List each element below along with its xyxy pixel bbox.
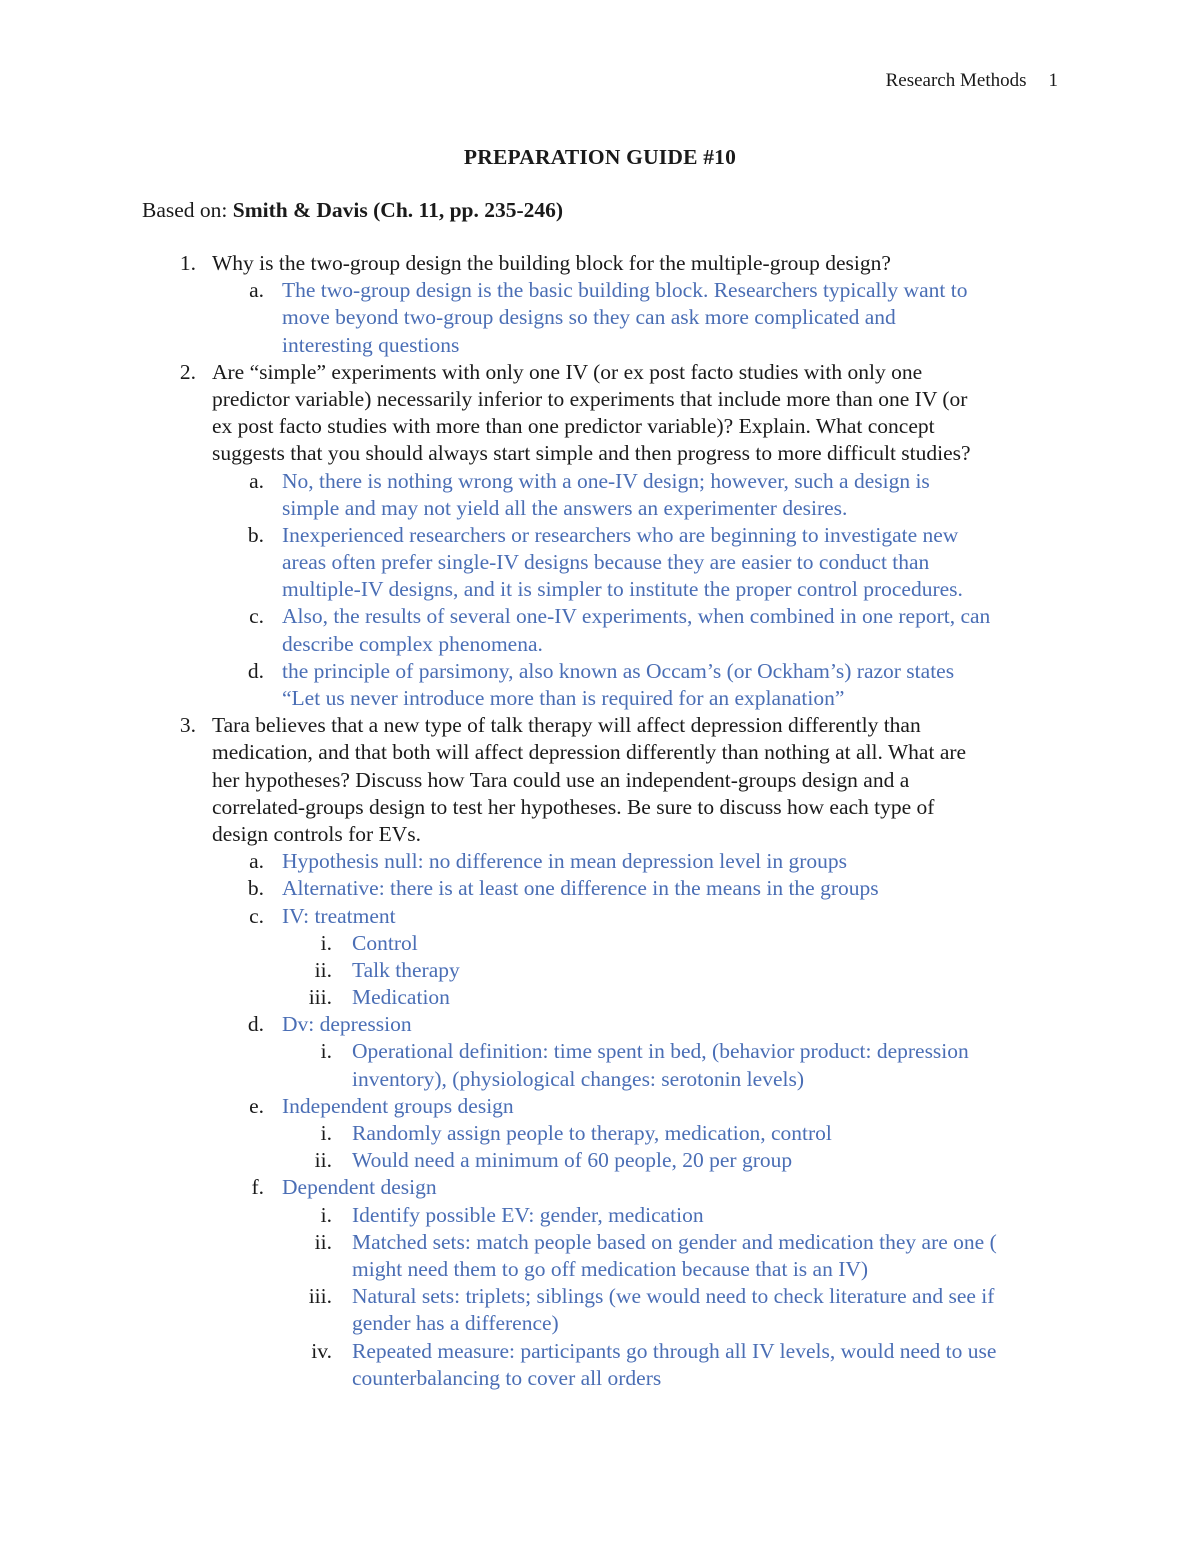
question-line (0, 250, 1200, 277)
line-text: Talk therapy (352, 957, 460, 982)
question-line (0, 413, 1200, 440)
line-text: describe complex phenomena. (282, 631, 543, 656)
line-text: gender has a difference) (352, 1311, 559, 1336)
line-text: Alternative: there is at least one difference in the means in the groups (282, 876, 879, 901)
line-text: Dv: depression (282, 1012, 412, 1037)
question-line (0, 386, 1200, 413)
list-marker: a. (249, 468, 264, 493)
answer-line (0, 495, 1200, 522)
line-text: medication, and that both will affect depression differently than nothing at all. What are (212, 740, 967, 765)
page-number: 1 (1048, 70, 1058, 91)
question-line (0, 794, 1200, 821)
list-marker: i. (320, 1121, 332, 1145)
line-text: might need them to go off medication because that is an IV) (352, 1256, 869, 1281)
line-text: “Let us never introduce more than is required for an explanation” (282, 686, 845, 710)
sub-answer-line (0, 1120, 1200, 1147)
line-text: Randomly assign people to therapy, medication, control (352, 1121, 832, 1145)
answer-line (0, 277, 1200, 304)
list-marker: i. (320, 1039, 332, 1064)
line-text: suggests that you should always start simple and then progress to more difficult studies? (212, 441, 971, 466)
answer-line (0, 848, 1200, 875)
line-text: Matched sets: match people based on gender and medication they are one ( (352, 1229, 997, 1254)
answer-line (0, 903, 1200, 930)
answer-line (0, 468, 1200, 495)
line-text: Control (352, 930, 418, 955)
line-text: interesting questions (282, 332, 460, 357)
sub-answer-line (0, 1066, 1200, 1093)
list-marker: ii. (314, 1148, 332, 1173)
line-text: areas often prefer single-IV designs because they are easier to conduct than (282, 550, 930, 575)
answer-line (0, 603, 1200, 630)
list-marker: b. (247, 876, 264, 901)
answer-line (0, 549, 1200, 576)
sub-answer-line (0, 984, 1200, 1011)
answer-line (0, 658, 1200, 685)
question-line (0, 440, 1200, 467)
line-text: inventory), (physiological changes: serotonin levels) (352, 1066, 804, 1091)
line-text: Also, the results of several one-IV experiments, when combined in one report, can (282, 604, 991, 629)
line-text: Dependent design (282, 1175, 437, 1200)
answer-line (0, 332, 1200, 359)
line-text: design controls for EVs. (212, 821, 421, 846)
answer-line (0, 875, 1200, 902)
answer-line (0, 1174, 1200, 1201)
sub-answer-line (0, 1038, 1200, 1065)
list-marker: e. (249, 1093, 264, 1118)
list-marker: a. (249, 849, 264, 874)
list-marker: f. (251, 1175, 264, 1200)
list-marker: d. (247, 658, 264, 683)
based-on-line (142, 198, 563, 223)
question-line (0, 821, 1200, 848)
list-marker: c. (249, 903, 264, 928)
sub-answer-line (0, 1283, 1200, 1310)
question-line (0, 767, 1200, 794)
sub-answer-line (0, 1256, 1200, 1283)
line-text: Operational definition: time spent in bed, (behavior product: depression (352, 1039, 969, 1064)
list-marker: a. (249, 278, 264, 303)
line-text: Medication (352, 985, 450, 1010)
line-text: Identify possible EV: gender, medication (352, 1202, 704, 1227)
list-marker: i. (320, 930, 332, 955)
list-marker: d. (247, 1012, 264, 1037)
list-marker: ii. (314, 1229, 332, 1254)
based-on-source: Smith & Davis (Ch. 11, pp. 235-246) (232, 198, 564, 222)
sub-answer-line (0, 1365, 1200, 1392)
answer-line (0, 576, 1200, 603)
running-title: Research Methods (885, 70, 1027, 91)
sub-answer-line (0, 930, 1200, 957)
list-marker: 3. (179, 713, 196, 738)
line-text: Tara believes that a new type of talk therapy will affect depression differently than (212, 713, 921, 738)
answer-line (0, 522, 1200, 549)
list-marker: iv. (311, 1338, 332, 1363)
list-marker: 2. (179, 359, 196, 384)
line-text: Independent groups design (282, 1093, 514, 1118)
line-text: predictor variable) necessarily inferior to experiments that include more than one IV (or (212, 386, 968, 411)
answer-line (0, 1093, 1200, 1120)
line-text: Why is the two-group design the building block for the multiple-group design? (212, 251, 891, 275)
answer-line (0, 631, 1200, 658)
line-text: Would need a minimum of 60 people, 20 per group (352, 1148, 793, 1173)
line-text: Repeated measure: participants go through all IV levels, would need to use (352, 1338, 997, 1363)
sub-answer-line (0, 1229, 1200, 1256)
line-text: Are “simple” experiments with only one IV (or ex post facto studies with only one (212, 359, 923, 384)
line-text: No, there is nothing wrong with a one-IV design; however, such a design is (282, 468, 930, 493)
list-marker: iii. (308, 985, 332, 1010)
page-title: PREPARATION GUIDE #10 (463, 145, 737, 169)
line-text: counterbalancing to cover all orders (352, 1365, 662, 1390)
line-text: simple and may not yield all the answers an experimenter desires. (282, 495, 848, 520)
question-list (0, 250, 1200, 1392)
list-marker: c. (249, 604, 264, 629)
list-marker: iii. (308, 1284, 332, 1309)
line-text: Inexperienced researchers or researchers who are beginning to investigate new (282, 522, 959, 547)
line-text: The two-group design is the basic building block. Researchers typically want to (282, 278, 968, 303)
sub-answer-line (0, 1147, 1200, 1174)
sub-answer-line (0, 957, 1200, 984)
question-line (0, 712, 1200, 739)
line-text: IV: treatment (282, 903, 396, 928)
line-text: ex post facto studies with more than one predictor variable)? Explain. What concept (212, 414, 935, 439)
sub-answer-line (0, 1202, 1200, 1229)
line-text: her hypotheses? Discuss how Tara could use an independent-groups design and a (212, 767, 910, 792)
line-text: Natural sets: triplets; siblings (we would need to check literature and see if (352, 1284, 995, 1309)
line-text: move beyond two-group designs so they can ask more complicated and (282, 305, 896, 330)
running-head (886, 70, 1058, 92)
sub-answer-line (0, 1310, 1200, 1337)
line-text: correlated-groups design to test her hypotheses. Be sure to discuss how each type of (212, 794, 935, 819)
list-marker: ii. (314, 957, 332, 982)
sub-answer-line (0, 1338, 1200, 1365)
based-on-label: Based on: (142, 198, 228, 222)
answer-line (0, 1011, 1200, 1038)
list-marker: b. (247, 522, 264, 547)
line-text: multiple-IV designs, and it is simpler to institute the proper control procedures. (282, 577, 963, 602)
list-marker: 1. (179, 251, 196, 275)
answer-line (0, 304, 1200, 331)
answer-line (0, 685, 1200, 712)
question-line (0, 739, 1200, 766)
question-line (0, 359, 1200, 386)
line-text: Hypothesis null: no difference in mean depression level in groups (282, 849, 848, 874)
list-marker: i. (320, 1202, 332, 1227)
line-text: the principle of parsimony, also known as Occam’s (or Ockham’s) razor states (282, 658, 955, 683)
